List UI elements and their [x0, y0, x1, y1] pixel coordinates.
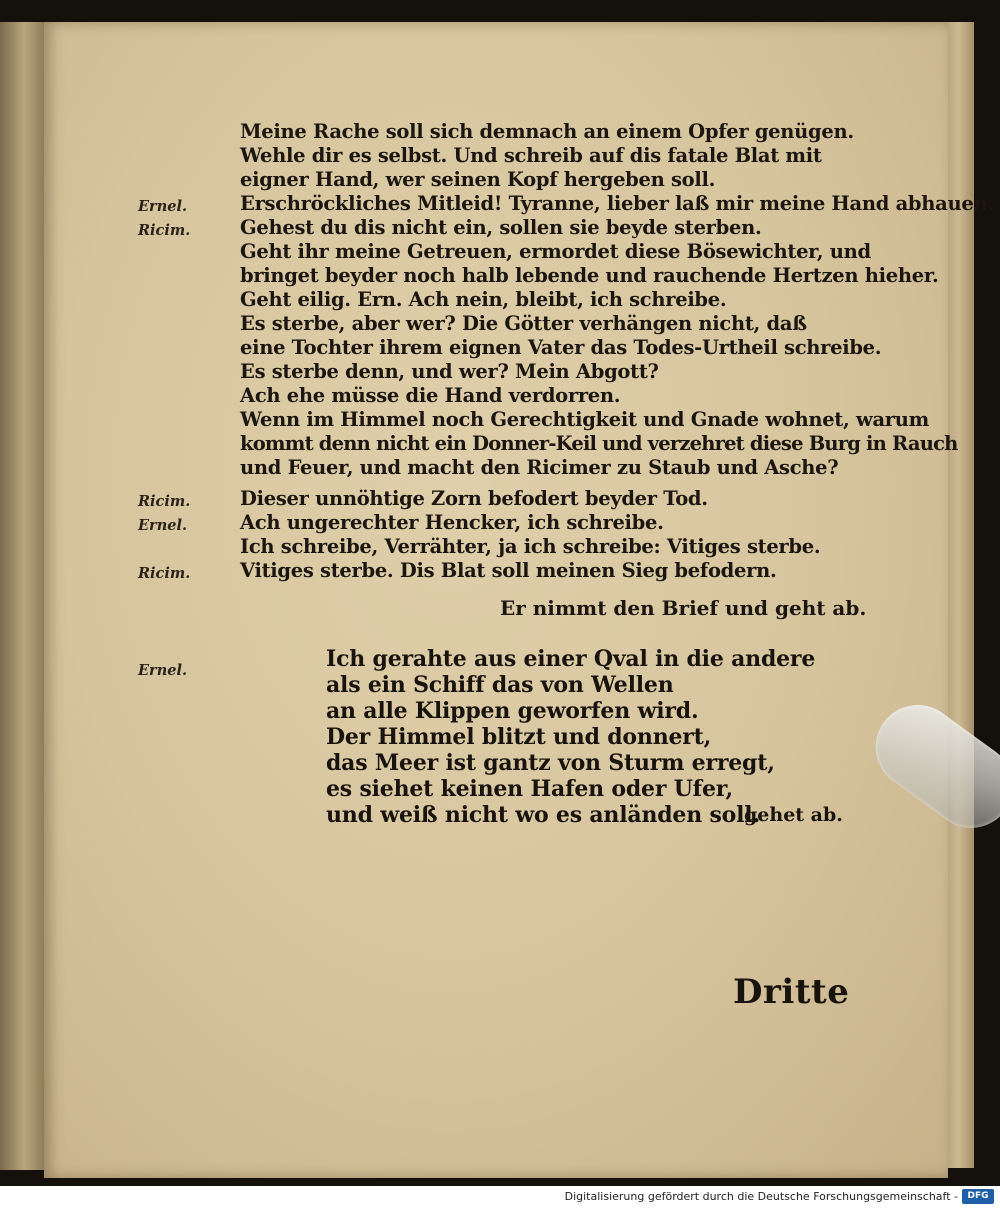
- dialogue-line: Wenn im Himmel noch Gerechtigkeit und Gnade wohnet, warum: [240, 408, 929, 431]
- speaker-label: Ricim.: [138, 493, 191, 510]
- footer-credit: Digitalisierung gefördert durch die Deutsche Forschungsgemeinschaft -: [564, 1190, 958, 1203]
- dfg-logo-icon: DFG: [962, 1189, 994, 1204]
- speaker-label: Ernel.: [138, 517, 188, 534]
- dialogue-line: und Feuer, und macht den Ricimer zu Staub und Asche?: [240, 456, 839, 479]
- dialogue-line: Dieser unnöhtige Zorn befodert beyder Tod.: [240, 487, 708, 510]
- verse-line: und weiß nicht wo es anländen soll.: [326, 802, 760, 828]
- verse-line: Der Himmel blitzt und donnert,: [326, 724, 712, 750]
- dialogue-line: Es sterbe, aber wer? Die Götter verhängen nicht, daß: [240, 312, 807, 335]
- verse-line: das Meer ist gantz von Sturm erregt,: [326, 750, 775, 776]
- dialogue-line: Erschröckliches Mitleid! Tyranne, lieber laß mir meine Hand abhauen.: [240, 192, 994, 215]
- dialogue-line: Ach ungerechter Hencker, ich schreibe.: [240, 511, 664, 534]
- dialogue-line: kommt denn nicht ein Donner-Keil und verzehret diese Burg in Rauch: [240, 432, 958, 455]
- dialogue-line: Es sterbe denn, und wer? Mein Abgott?: [240, 360, 659, 383]
- footer-bar: [0, 1186, 1000, 1208]
- speaker-label: Ricim.: [138, 222, 191, 239]
- facing-page-edge: [0, 22, 44, 1170]
- dialogue-line: bringet beyder noch halb lebende und rauchende Hertzen hieher.: [240, 264, 939, 287]
- verse-line: Ich gerahte aus einer Qval in die andere: [326, 646, 816, 672]
- dialogue-line: Geht ihr meine Getreuen, ermordet diese Bösewichter, und: [240, 240, 871, 263]
- stage-direction: Er nimmt den Brief und geht ab.: [500, 596, 867, 620]
- dialogue-line: Ach ehe müsse die Hand verdorren.: [240, 384, 621, 407]
- dialogue-line: Meine Rache soll sich demnach an einem Opfer genügen.: [240, 120, 854, 143]
- verse-line: als ein Schiff das von Wellen: [326, 672, 674, 698]
- dialogue-line: Geht eilig. Ern. Ach nein, bleibt, ich schreibe.: [240, 288, 727, 311]
- speaker-label: Ernel.: [138, 662, 188, 679]
- dialogue-line: Ich schreibe, Verrähter, ja ich schreibe: Vitiges sterbe.: [240, 535, 821, 558]
- catchword: Dritte: [733, 972, 850, 1012]
- verse-line: es siehet keinen Hafen oder Ufer,: [326, 776, 733, 802]
- dialogue-line: eigner Hand, wer seinen Kopf hergeben soll.: [240, 168, 716, 191]
- dialogue-line: Gehest du dis nicht ein, sollen sie beyde sterben.: [240, 216, 762, 239]
- speaker-label: Ricim.: [138, 565, 191, 582]
- verse-line: an alle Klippen geworfen wird.: [326, 698, 699, 724]
- speaker-label: Ernel.: [138, 198, 188, 215]
- stage-aside: gehet ab.: [744, 804, 843, 826]
- dialogue-line: Wehle dir es selbst. Und schreib auf dis fatale Blat mit: [240, 144, 822, 167]
- dialogue-line: Vitiges sterbe. Dis Blat soll meinen Sieg befodern.: [240, 559, 777, 582]
- dialogue-line: eine Tochter ihrem eignen Vater das Todes-Urtheil schreibe.: [240, 336, 882, 359]
